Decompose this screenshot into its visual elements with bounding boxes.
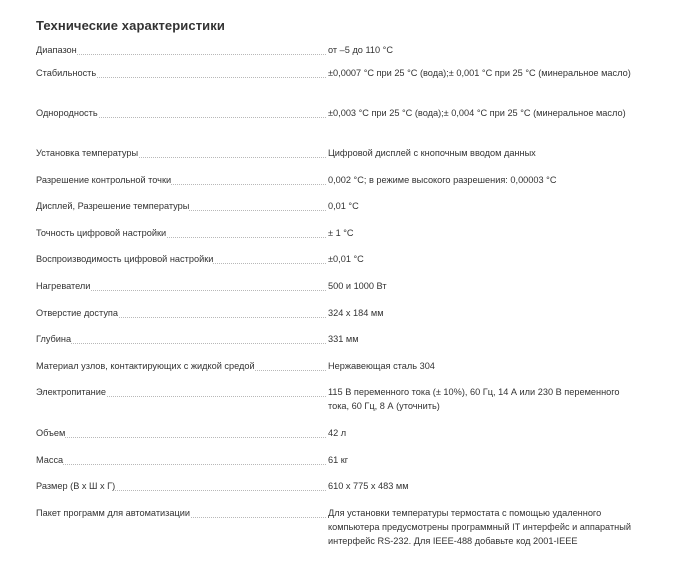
spec-value: ±0,0007 °C при 25 °C (вода);± 0,001 °C при 25 °C (минеральное масло) bbox=[328, 68, 631, 78]
spec-label bbox=[36, 453, 326, 467]
spec-value: 610 x 775 x 483 мм bbox=[328, 481, 409, 491]
dotted-leader bbox=[36, 437, 326, 438]
spec-label-text: Материал узлов, контактирующих с жидкой средой bbox=[36, 361, 255, 371]
table-row bbox=[36, 306, 636, 320]
dotted-leader bbox=[36, 464, 326, 465]
spec-label-text: Стабильность bbox=[36, 68, 97, 78]
spec-value: 331 мм bbox=[328, 334, 359, 344]
spec-label bbox=[36, 43, 326, 57]
spec-label-text: Нагреватели bbox=[36, 281, 91, 291]
spec-value: 0,002 °C; в режиме высокого разрешения: 0,00003 °C bbox=[328, 175, 557, 185]
spec-value: 0,01 °C bbox=[328, 201, 359, 211]
spec-label bbox=[36, 66, 326, 80]
table-row bbox=[36, 359, 636, 373]
table-row bbox=[36, 199, 636, 213]
table-row bbox=[36, 279, 636, 293]
spec-label-text: Точность цифровой настройки bbox=[36, 228, 167, 238]
table-row bbox=[36, 226, 636, 240]
spec-label-text: Глубина bbox=[36, 334, 72, 344]
spec-label bbox=[36, 106, 326, 120]
spec-label-text: Однородность bbox=[36, 108, 98, 118]
spec-value: 115 В переменного тока (± 10%), 60 Гц, 14 А или 230 В переменного тока, 60 Гц, 8 А (уточнить) bbox=[328, 387, 620, 411]
spec-label bbox=[36, 426, 326, 440]
spec-label bbox=[36, 279, 326, 293]
spec-value: 324 x 184 мм bbox=[328, 308, 384, 318]
table-row bbox=[36, 106, 636, 120]
spec-value: ±0,01 °C bbox=[328, 254, 364, 264]
spec-label bbox=[36, 199, 326, 213]
spec-label-text: Установка температуры bbox=[36, 148, 139, 158]
spec-label-text: Размер (В x Ш x Г) bbox=[36, 481, 116, 491]
table-row bbox=[36, 66, 636, 80]
section-title: Технические характеристики bbox=[36, 18, 225, 33]
table-row bbox=[36, 426, 636, 440]
spec-value: ± 1 °C bbox=[328, 228, 354, 238]
spec-label bbox=[36, 506, 326, 520]
spec-label-text: Объем bbox=[36, 428, 66, 438]
spec-value: 61 кг bbox=[328, 455, 349, 465]
spec-value: ±0,003 °C при 25 °C (вода);± 0,004 °C при 25 °C (минеральное масло) bbox=[328, 108, 626, 118]
spec-label-text: Диапазон bbox=[36, 45, 77, 55]
spec-label-text: Отверстие доступа bbox=[36, 308, 119, 318]
spec-label bbox=[36, 359, 326, 373]
spec-value: Цифровой дисплей с кнопочным вводом данных bbox=[328, 148, 536, 158]
spec-label bbox=[36, 306, 326, 320]
spec-label bbox=[36, 479, 326, 493]
spec-label bbox=[36, 226, 326, 240]
spec-value: Для установки температуры термостата с помощью удаленного компьютера предусмотрены программный IT интерфейс и аппаратный интерфейс RS-232. Для IEEE-488 добавьте код 2001-IEEE bbox=[328, 508, 631, 546]
spec-label-text: Воспроизводимость цифровой настройки bbox=[36, 254, 214, 264]
spec-value: Нержавеющая сталь 304 bbox=[328, 361, 435, 371]
table-row bbox=[36, 453, 636, 467]
spec-value: 42 л bbox=[328, 428, 347, 438]
table-row bbox=[36, 332, 636, 346]
spec-label bbox=[36, 332, 326, 346]
table-row bbox=[36, 43, 636, 57]
specifications-section bbox=[36, 18, 636, 546]
spec-value: 500 и 1000 Вт bbox=[328, 281, 387, 291]
table-row bbox=[36, 146, 636, 160]
table-row bbox=[36, 252, 636, 266]
spec-label-text: Дисплей, Разрешение температуры bbox=[36, 201, 190, 211]
dotted-leader bbox=[36, 54, 326, 55]
table-row bbox=[36, 385, 636, 413]
spec-value: от –5 до 110 °C bbox=[328, 45, 393, 55]
spec-label bbox=[36, 173, 326, 187]
table-row bbox=[36, 173, 636, 187]
spec-label bbox=[36, 385, 326, 399]
spec-label-text: Электропитание bbox=[36, 387, 106, 397]
spec-label bbox=[36, 146, 326, 160]
table-row bbox=[36, 506, 636, 548]
spec-label-text: Масса bbox=[36, 455, 64, 465]
spec-label-text: Разрешение контрольной точки bbox=[36, 175, 172, 185]
dotted-leader bbox=[36, 343, 326, 344]
spec-label bbox=[36, 252, 326, 266]
spec-label-text: Пакет программ для автоматизации bbox=[36, 508, 191, 518]
table-row bbox=[36, 479, 636, 493]
